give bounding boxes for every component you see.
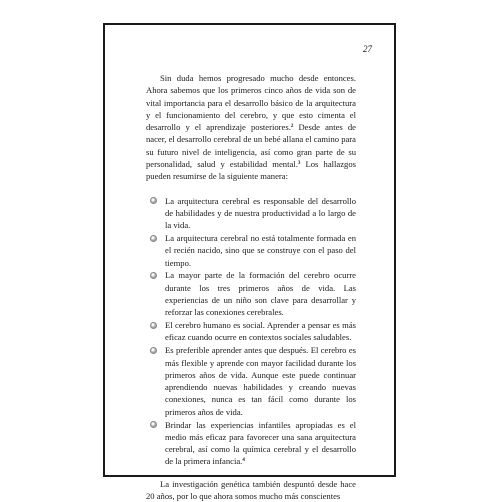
paragraph-genetics: La investigación genética también despuntó desde hace 20 años, por lo que ahora somos mucho más conscientes bbox=[146, 478, 356, 501]
list-item bbox=[146, 344, 356, 418]
list-item-text: La arquitectura cerebral es responsable del desarrollo de habilidades y de nuestra productividad a lo largo de la vida. bbox=[165, 195, 356, 231]
list-item bbox=[146, 232, 356, 269]
paragraph-intro bbox=[146, 72, 356, 183]
page-body bbox=[146, 72, 356, 502]
bullet-circle-icon bbox=[150, 347, 157, 354]
page-number: 27 bbox=[363, 44, 372, 54]
list-item-text: La mayor parte de la formación del cerebro ocurre durante los tres primeros años de vida. Las experiencias de un niño son clave para desarrollar y reforzar las conexiones cerebrales. bbox=[165, 270, 356, 318]
bullet-circle-icon bbox=[150, 322, 157, 329]
paragraph-intro-sentence-3: Los hallazgos pueden resumirse de la siguiente manera: bbox=[146, 159, 356, 182]
list-item-text: Es preferible aprender antes que después. El cerebro es más flexible y aprende con mayor facilidad durante los primeros años de vida. Aunque este puede continuar aprendiendo nuevas habilidades y creando nuevas conexiones, nunca es tan fácil como durante los primeros años de vida. bbox=[165, 345, 356, 417]
list-item-text: La arquitectura cerebral no está totalmente formada en el recién nacido, sino que se construye con el paso del tiempo. bbox=[165, 233, 356, 268]
paragraph-intro-sentence-2: Desde antes de nacer, el desarrollo cerebral de un bebé allana el camino para su futuro nivel de inteligencia, así como gran parte de su personalidad, salud y estabilidad mental. bbox=[146, 122, 356, 170]
footnote-marker: 3 bbox=[297, 161, 301, 167]
bullet-circle-icon bbox=[150, 197, 157, 204]
findings-list bbox=[146, 195, 356, 468]
footnote-marker: 4 bbox=[242, 458, 245, 464]
list-item bbox=[146, 319, 356, 344]
list-item bbox=[146, 269, 356, 318]
bullet-circle-icon bbox=[150, 421, 157, 428]
list-item bbox=[146, 195, 356, 232]
bullet-circle-icon bbox=[150, 272, 157, 279]
footnote-marker: 2 bbox=[290, 124, 294, 130]
list-item bbox=[146, 419, 356, 468]
list-item-text: Brindar las experiencias infantiles apropiadas es el medio más eficaz para favorecer una sana arquitectura cerebral, así como la química cerebral y el desarrollo de la primera infancia. bbox=[165, 419, 356, 467]
paragraph-intro-sentence-1: Sin duda hemos progresado mucho desde entonces. Ahora sabemos que los primeros cinco años de vida son de vital importancia para el desarrollo básico de la arquitectura y el funcionamiento del cerebro, y que esto cimenta el desarrollo y el aprendizaje posteriores. bbox=[146, 73, 356, 133]
bullet-circle-icon bbox=[150, 235, 157, 242]
book-page bbox=[103, 23, 396, 501]
list-item-text: El cerebro humano es social. Aprender a pensar es más eficaz cuando ocurre en contextos sociales saludables. bbox=[165, 320, 356, 343]
